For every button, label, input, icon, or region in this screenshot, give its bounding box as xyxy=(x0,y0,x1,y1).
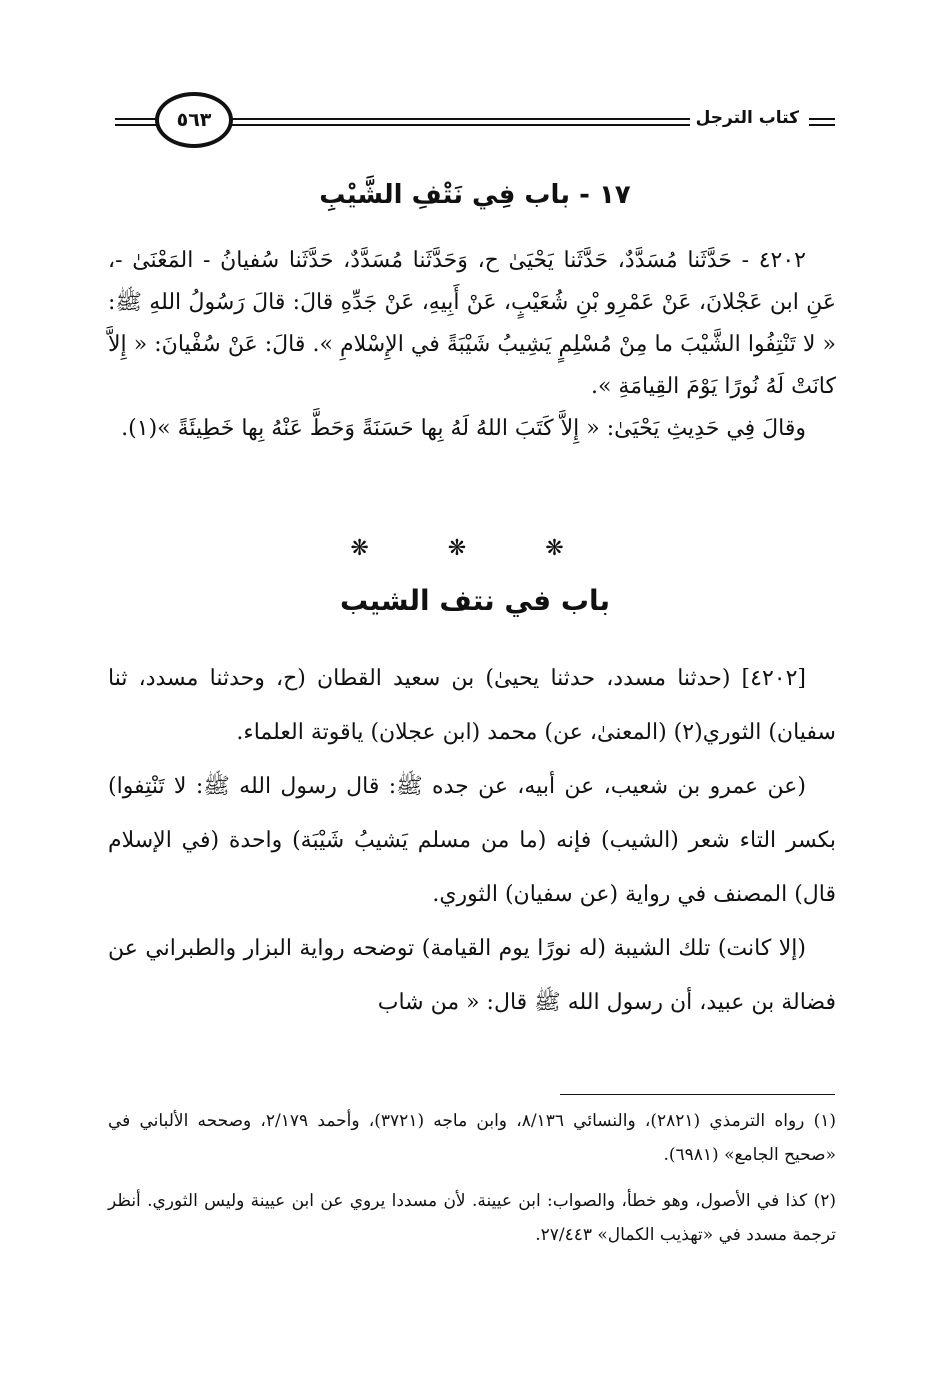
hadith-text xyxy=(108,240,836,450)
commentary-text xyxy=(108,652,836,1030)
header-rule xyxy=(223,124,703,126)
commentary-paragraph: (إلا كانت) تلك الشيبة (له نورًا يوم القيامة) توضحه رواية البزار والطبراني عن فضالة بن عبيد، أن رسول الله ﷺ قال: « من شاب xyxy=(108,936,836,1015)
header-rule xyxy=(809,118,835,120)
section-separator: ❋ ❋ ❋ xyxy=(350,536,600,561)
page-number: ٥٦٣ xyxy=(155,92,233,148)
running-header xyxy=(115,92,835,162)
header-rule xyxy=(809,124,835,126)
footnote: (٢) كذا في الأصول، وهو خطأ، والصواب: ابن عيينة. لأن مسددا يروي عن ابن عيينة وليس الثوري. أنظر ترجمة مسدد في «تهذيب الكمال» ٢٧/٤٤٣. xyxy=(108,1191,836,1245)
chapter-title: ١٧ - باب فِي نَتْفِ الشَّيْبِ xyxy=(319,180,631,210)
header-rule xyxy=(115,118,160,120)
footnote-divider xyxy=(560,1094,835,1095)
hadith-paragraph: وقالَ فِي حَدِيثِ يَحْيَىٰ: « إِلاَّ كَتَبَ اللهُ لَهُ بِها حَسَنَةً وَحَطَّ عَنْهُ بِها خَطِيئَةً »(١). xyxy=(121,416,806,441)
hadith-paragraph: ٤٢٠٢ - حَدَّثَنا مُسَدَّدٌ، حَدَّثَنا يَحْيَىٰ ح، وَحَدَّثَنا مُسَدَّدٌ، حَدَّثَنا سُفيانُ - المَعْنَىٰ -، عَنِ ابن عَجْلانَ، عَنْ عَمْرِو بْنِ شُعَيْبٍ، عَنْ أَبِيهِ، عَنْ جَدِّهِ قالَ: قالَ رَسُولُ اللهِ ﷺ: « لا تَنْتِفُوا الشَّيْبَ ما مِنْ مُسْلِمٍ يَشِيبُ شَيْبَةً في الإِسْلامِ ». قالَ: عَنْ سُفْيانَ: « إِلاَّ كانَتْ لَهُ نُورًا يَوْمَ القِيامَةِ ». xyxy=(108,248,836,399)
footnotes xyxy=(108,1104,836,1264)
commentary-paragraph: (عن عمرو بن شعيب، عن أبيه، عن جده ﷺ: قال رسول الله ﷺ: لا تَنْتِفوا) بكسر التاء شعر (الشيب) فإنه (ما من مسلم يَشيبُ شَيْبَة) واحدة (في الإسلام قال) المصنف في رواية (عن سفيان) الثوري. xyxy=(108,774,836,907)
footnote: (١) رواه الترمذي (٢٨٢١)، والنسائي ٨/١٣٦، وابن ماجه (٣٧٢١)، وأحمد ٢/١٧٩، وصححه الألباني في «صحيح الجامع» (٦٩٨١). xyxy=(108,1111,836,1165)
header-rule xyxy=(223,118,703,120)
header-rule xyxy=(115,124,160,126)
commentary-title: باب في نتف الشيب xyxy=(339,584,611,617)
running-title: كتاب الترجل xyxy=(690,108,805,128)
commentary-paragraph: [٤٢٠٢] (حدثنا مسدد، حدثنا يحيىٰ) بن سعيد القطان (ح، وحدثنا مسدد، ثنا سفيان) الثوري(٢) (المعنىٰ، عن) محمد (ابن عجلان) ياقوتة العلماء. xyxy=(108,666,836,745)
